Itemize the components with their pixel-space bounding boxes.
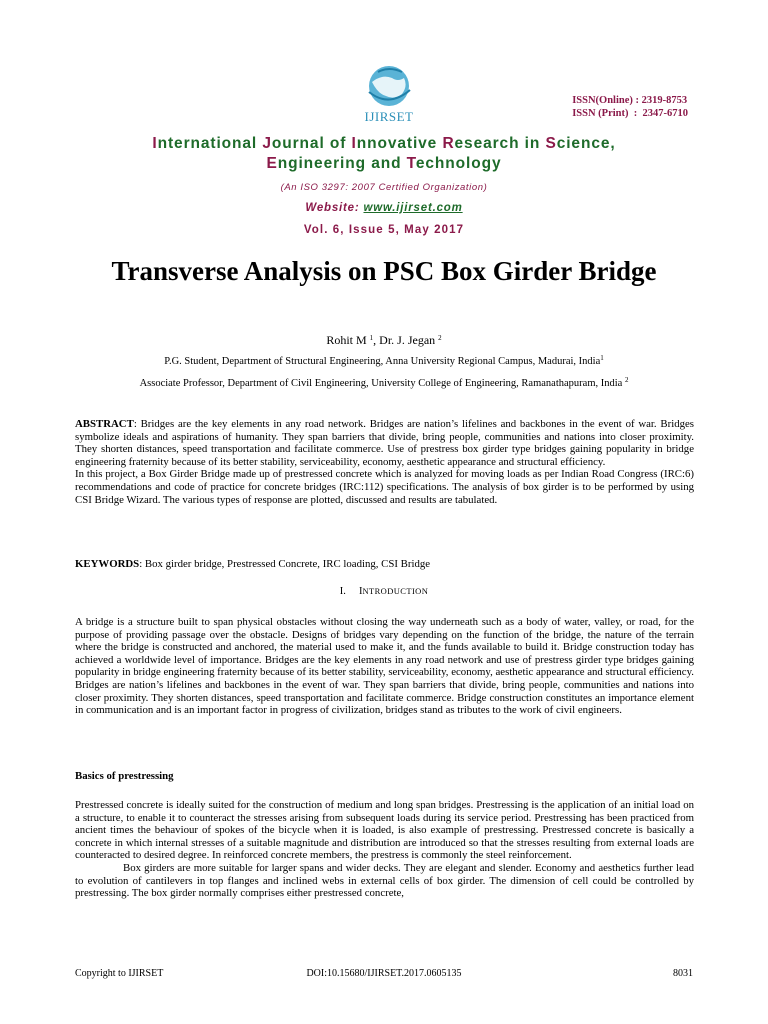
author-2-marker: 2: [438, 334, 442, 342]
journal-initial-letter: E: [266, 155, 278, 172]
abstract-text-1: : Bridges are the key elements in any road network. Bridges are nation’s lifelines and backbones in the event of war. Bridges symbolize ideals and aspirations of humanity. They span barriers that divide, bring people, communities and nations into closer proximity. They shorten distances, speed transportation and facilitate commerce. Use of prestress box girder type bridges gaining popularity in bridge engineering fraternity because of its better stability, serviceability, economy, aesthetic appearance and structural efficiency.: [75, 418, 694, 468]
section-heading-introduction: [0, 586, 768, 597]
paper-title: Transverse Analysis on PSC Box Girder Bridge: [111, 256, 657, 286]
footer-page-number: 8031: [673, 968, 693, 979]
issn-block: [572, 94, 688, 120]
issn-print: ISSN (Print) : 2347-6710: [572, 108, 688, 119]
abstract-paragraph-2: In this project, a Box Girder Bridge made up of prestressed concrete which is analyzed for moving loads as per Indian Road Congress (IRC:6) recommendations and code of practice for concrete bridges (IRC:112) specifications. The analysis of box girder is to be performed by using CSI Bridge Wizard. The various types of response are plotted, discussed and results are tabulated.: [75, 468, 694, 506]
section-title-rest: NTRODUCTION: [362, 586, 429, 596]
certification-note: (An ISO 3297: 2007 Certified Organization): [280, 182, 488, 193]
website-line: [0, 202, 768, 214]
author-1: Rohit M: [326, 333, 370, 347]
author-2: , Dr. J. Jegan: [373, 333, 439, 347]
footer-doi: DOI:10.15680/IJIRSET.2017.0605135: [306, 968, 462, 979]
globe-logo-icon: [352, 64, 426, 110]
basics-paragraph-1: Prestressed concrete is ideally suited for the construction of medium and long span bridges. Prestressing is the application of an initial load on a structure, to enable it to counteract the stresses arising from subsequent loads during its service period. Prestressing has been practiced from ancient times the behaviour of spokes of the bicycle when it is loaded, is also example of prestressing. Prestressed concrete is basically a concrete in which internal stresses of a suitable magnitude and distribution are introduced so that the stresses resulting from external loads are counteracted to desired degree. In reinforced concrete members, the prestress is commonly the steel reinforcement.: [75, 799, 694, 862]
journal-initial-letter: S: [545, 135, 557, 152]
keywords-text: : Box girder bridge, Prestressed Concrete, IRC loading, CSI Bridge: [139, 558, 431, 570]
affiliation-2: [0, 378, 768, 389]
logo-text: IJIRSET: [364, 109, 414, 124]
author-1-marker: 1: [369, 334, 374, 342]
affiliation-1: [0, 356, 768, 367]
website-label: Website:: [305, 202, 364, 214]
section-number: I.: [339, 586, 346, 597]
abstract: [75, 418, 694, 506]
journal-logo: [352, 64, 426, 126]
journal-name-line1: International Journal of Innovative Research in Science,: [152, 135, 616, 152]
affiliation-1-marker: 1: [600, 354, 604, 362]
journal-name-line2: Engineering and Technology: [266, 155, 502, 172]
basics-section: [75, 799, 694, 900]
website-link[interactable]: www.ijirset.com: [363, 202, 463, 214]
keywords-label: KEYWORDS: [75, 558, 140, 570]
keywords: [75, 558, 694, 571]
volume-issue: Vol. 6, Issue 5, May 2017: [303, 224, 465, 236]
affiliation-1-text: P.G. Student, Department of Structural Engineering, Anna University Regional Campus, Madurai, India: [164, 356, 601, 367]
journal-initial-letter: R: [442, 135, 455, 152]
section-title-initial: I: [358, 586, 363, 597]
journal-initial-letter: I: [152, 135, 158, 152]
journal-initial-letter: T: [406, 155, 416, 172]
footer-copyright: Copyright to IJIRSET: [75, 968, 164, 979]
affiliation-2-text: Associate Professor, Department of Civil Engineering, University College of Engineering, Ramanathapuram, India: [139, 378, 625, 389]
basics-paragraph-2: Box girders are more suitable for larger spans and wider decks. They are elegant and slender. Economy and aesthetics further lead to evolution of cantilevers in top flanges and inclined webs in external cells of box girder. The dimension of cell could be controlled by prestressing. The box girder normally comprises either prestressed concrete,: [75, 861, 694, 900]
authors: [0, 333, 768, 348]
introduction-paragraph: A bridge is a structure built to span physical obstacles without closing the way underneath such as a body of water, valley, or road, for the purpose of providing passage over the obstacle. Designs of bridges vary depending on the function of the bridge, the nature of the terrain where the bridge is constructed and anchored, the material used to make it, and the funds available to build it. Bridge construction today has achieved a worldwide level of importance. Bridges are the key elements in any road network and use of prestress girder type bridges gaining popularity in bridge engineering fraternity because of its better stability, serviceability, economy, aesthetic appearance and structural efficiency. Bridges are nation’s lifelines and backbones in the event of war. They span barriers that divide, bring people, communities and nations into closer proximity. They shorten distances, speed transportation and facilitate commerce. Bridge construction constitutes an importance element in communication and is an important factor in progress of civilization, bridges stand as tributes to the work of civil engineers.: [75, 616, 694, 717]
abstract-label: ABSTRACT: [75, 418, 134, 430]
abstract-paragraph-1: [75, 418, 694, 468]
journal-initial-letter: J: [262, 135, 272, 152]
issn-online: ISSN(Online) : 2319-8753: [572, 95, 688, 106]
affiliation-2-marker: 2: [624, 376, 629, 384]
subheading-basics: Basics of prestressing: [75, 770, 174, 782]
journal-name: [60, 134, 708, 174]
journal-initial-letter: I: [351, 135, 357, 152]
